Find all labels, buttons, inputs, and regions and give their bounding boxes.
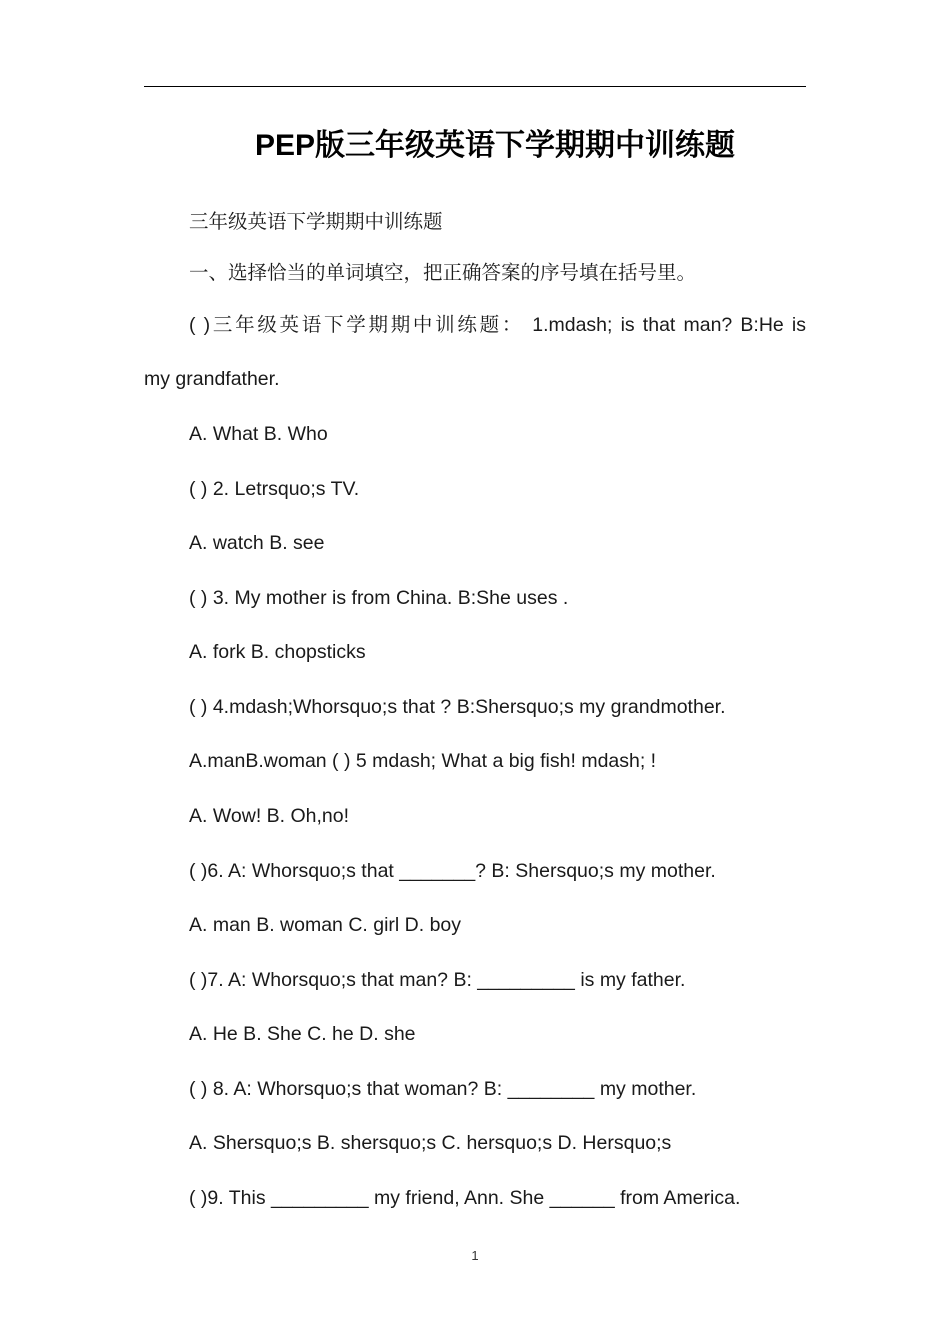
subtitle-line: 三年级英语下学期期中训练题	[189, 211, 443, 233]
question-4: ( ) 4.mdash;Whorsquo;s that ? B:Shersquo;s my grandmother.	[189, 696, 726, 718]
page-number: 1	[471, 1248, 479, 1263]
options-2: A. watch B. see	[189, 532, 325, 554]
options-8: A. Shersquo;s B. shersquo;s C. hersquo;s D. Hersquo;s	[189, 1132, 672, 1154]
options-6: A. man B. woman C. girl D. boy	[189, 914, 462, 936]
options-1: A. What B. Who	[189, 423, 328, 445]
question-6: ( )6. A: Whorsquo;s that _______? B: Shersquo;s my mother.	[189, 860, 716, 882]
question-2: ( ) 2. Letrsquo;s TV.	[189, 478, 360, 500]
question-3: ( ) 3. My mother is from China. B:She uses .	[189, 587, 569, 609]
question-8: ( ) 8. A: Whorsquo;s that woman? B: ________ my mother.	[189, 1078, 697, 1100]
options-5: A. Wow! B. Oh,no!	[189, 805, 350, 827]
question-1-line-2: my grandfather.	[144, 368, 280, 390]
question-7: ( )7. A: Whorsquo;s that man? B: _________ is my father.	[189, 969, 686, 991]
section-heading: 一、选择恰当的单词填空，把正确答案的序号填在括号里。	[189, 262, 697, 284]
document-title: PEP版三年级英语下学期期中训练题	[254, 129, 736, 162]
question-1-line-1: ( )三年级英语下学期期中训练题： 1.mdash; is that man? B:He is	[189, 314, 806, 336]
options-3: A. fork B. chopsticks	[189, 641, 366, 663]
header-rule	[144, 86, 806, 87]
question-9: ( )9. This _________ my friend, Ann. She ______ from America.	[189, 1187, 741, 1209]
options-7: A. He B. She C. he D. she	[189, 1023, 416, 1045]
options-4-question-5: A.manB.woman ( ) 5 mdash; What a big fish! mdash; !	[189, 750, 657, 772]
